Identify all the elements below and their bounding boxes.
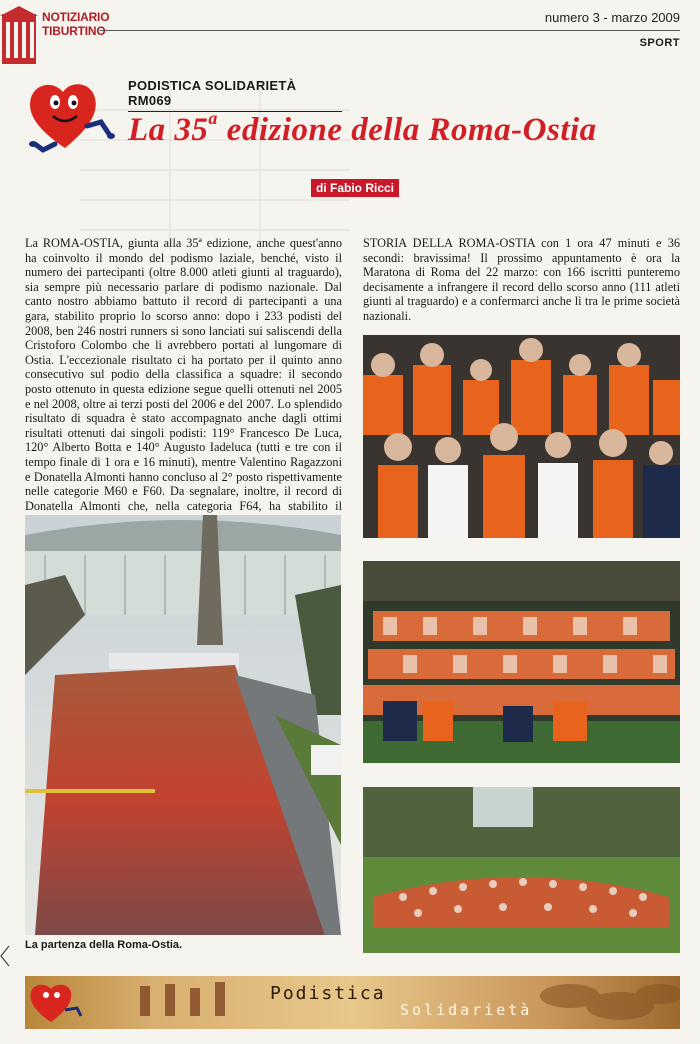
headline-prefix: La 35 <box>128 112 209 148</box>
footer-banner <box>25 976 680 1029</box>
heart-mascot-icon <box>25 78 115 154</box>
article-body-left-column: La ROMA-OSTIA, giunta alla 35ª edizione, anche quest'anno ha coinvolto il mondo del podismo laziale, benché, visto il numero dei partecipanti (oltre 8.000 atleti giunti al traguardo), sia sempre più necessario parlare di podismo nazionale. Dal canto nostro abbiamo battuto il record di partecipanti a una gara, stabilito proprio lo scorso anno: dopo i 233 podisti del 2008, ben 246 nostri runners si sono lanciati sui saliscendi della Cristoforo Colombo che li avrebbero portati al lungomare di Ostia. L'eccezionale risultato ci ha portato per il quinto anno consecutivo sul podio della classifica a squadre: il secondo posto ottenuto in questa edizione segue quelli ottenuti nel 2005 e nel 2008, oltre ai terzi posti del 2006 e del 2007. Lo splendido risultato di squadra è stato accompagnato anche dagli ottimi risultati ottenuti dai singoli podisti: 119° Francesco De Luca, 120° Alberto Botta e 140° Augusto Iadeluca (tutti e tre con il tempo finale di 1 ora e 16 minuti), mentre Valentino Ragazzoni e Donatella Almonti hanno concluso al 2° posto rispettivamente nelle categorie M60 e F60. Da segnalare, inoltre, il record di Donatella Almonti che, nella categoria F64, ha stabilito il <box>25 236 342 513</box>
headline-superscript: a <box>208 108 218 128</box>
publication-name <box>42 10 109 38</box>
team-photo-closeup <box>363 335 680 538</box>
footer-hands-image <box>530 976 680 1029</box>
article-kicker: PODISTICA SOLIDARIETÀ RM069 <box>128 78 342 112</box>
article-headline <box>128 108 688 149</box>
footer-banner-word-podistica: Podistica <box>270 983 386 1004</box>
photo-caption: La partenza della Roma-Ostia. <box>25 939 183 951</box>
footer-runners-image <box>120 976 270 1029</box>
footer-banner-word-solidarieta: Solidarietà <box>400 1001 533 1019</box>
team-photo-park <box>363 787 680 953</box>
footer-heart-icon <box>27 980 83 1026</box>
issue-info: numero 3 - marzo 2009 <box>544 10 680 25</box>
notiziario-logo <box>0 4 40 68</box>
article-body-right-column: STORIA DELLA ROMA-OSTIA con 1 ora 47 minuti e 36 secondi: bravissima! Il prossimo appuntamento è ora la Maratona di Roma del 22 marzo: con 166 iscritti punteremo decisamente a infrangere il record dello scorso anno (111 atleti giunti al traguardo) e a confermarci anche lì tra le prime società nazionali. <box>363 236 680 323</box>
headline-suffix: edizione della Roma-Ostia <box>217 112 597 148</box>
race-start-photo <box>25 515 341 935</box>
publication-name-line2: TIBURTINO <box>42 24 106 38</box>
team-photo-group <box>363 561 680 763</box>
header-rule <box>100 30 680 31</box>
byline: di Fabio Ricci <box>311 179 399 197</box>
publication-name-line1: NOTIZIARIO <box>42 10 110 24</box>
section-label: SPORT <box>639 37 680 49</box>
page-arrow-icon <box>0 945 10 967</box>
